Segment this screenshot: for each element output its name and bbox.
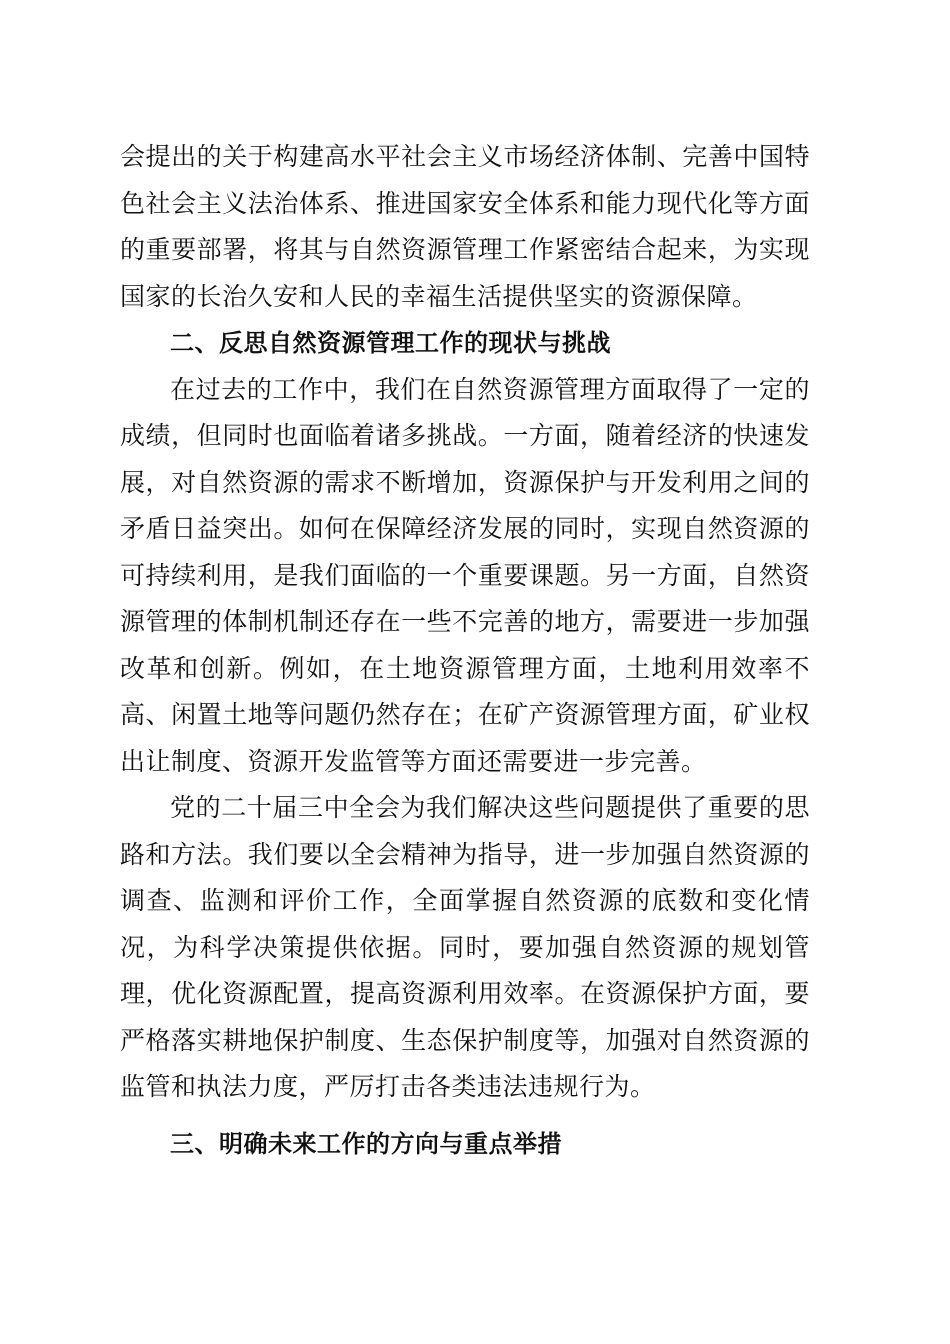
paragraph-continuation: 会提出的关于构建高水平社会主义市场经济体制、完善中国特色社会主义法治体系、推进国家安全体系和能力现代化等方面的重要部署，将其与自然资源管理工作紧密结合起来，为实现国家的长治久安和人民的幸福生活提供坚实的资源保障。 [120,142,810,311]
section-heading-two: 二、反思自然资源管理工作的现状与挑战 [170,329,611,357]
paragraph-solutions: 党的二十届三中全会为我们解决这些问题提供了重要的思路和方法。我们要以全会精神为指导，进一步加强自然资源的调查、监测和评价工作，全面掌握自然资源的底数和变化情况，为科学决策提供依据。同时，要加强自然资源的规划管理，优化资源配置，提高资源利用效率。在资源保护方面，要严格落实耕地保护制度、生态保护制度等，加强对自然资源的监管和执法力度，严厉打击各类违法违规行为。 [120,793,810,1101]
document-body [120,134,810,1167]
paragraph-challenges: 在过去的工作中，我们在自然资源管理方面取得了一定的成绩，但同时也面临着诸多挑战。一方面，随着经济的快速发展，对自然资源的需求不断增加，资源保护与开发利用之间的矛盾日益突出。如何在保障经济发展的同时，实现自然资源的可持续利用，是我们面临的一个重要课题。另一方面，自然资源管理的体制机制还存在一些不完善的地方，需要进一步加强改革和创新。例如，在土地资源管理方面，土地利用效率不高、闲置土地等问题仍然存在；在矿产资源管理方面，矿业权出让制度、资源开发监管等方面还需要进一步完善。 [120,374,810,776]
section-heading-three: 三、明确未来工作的方向与重点举措 [170,1129,562,1158]
